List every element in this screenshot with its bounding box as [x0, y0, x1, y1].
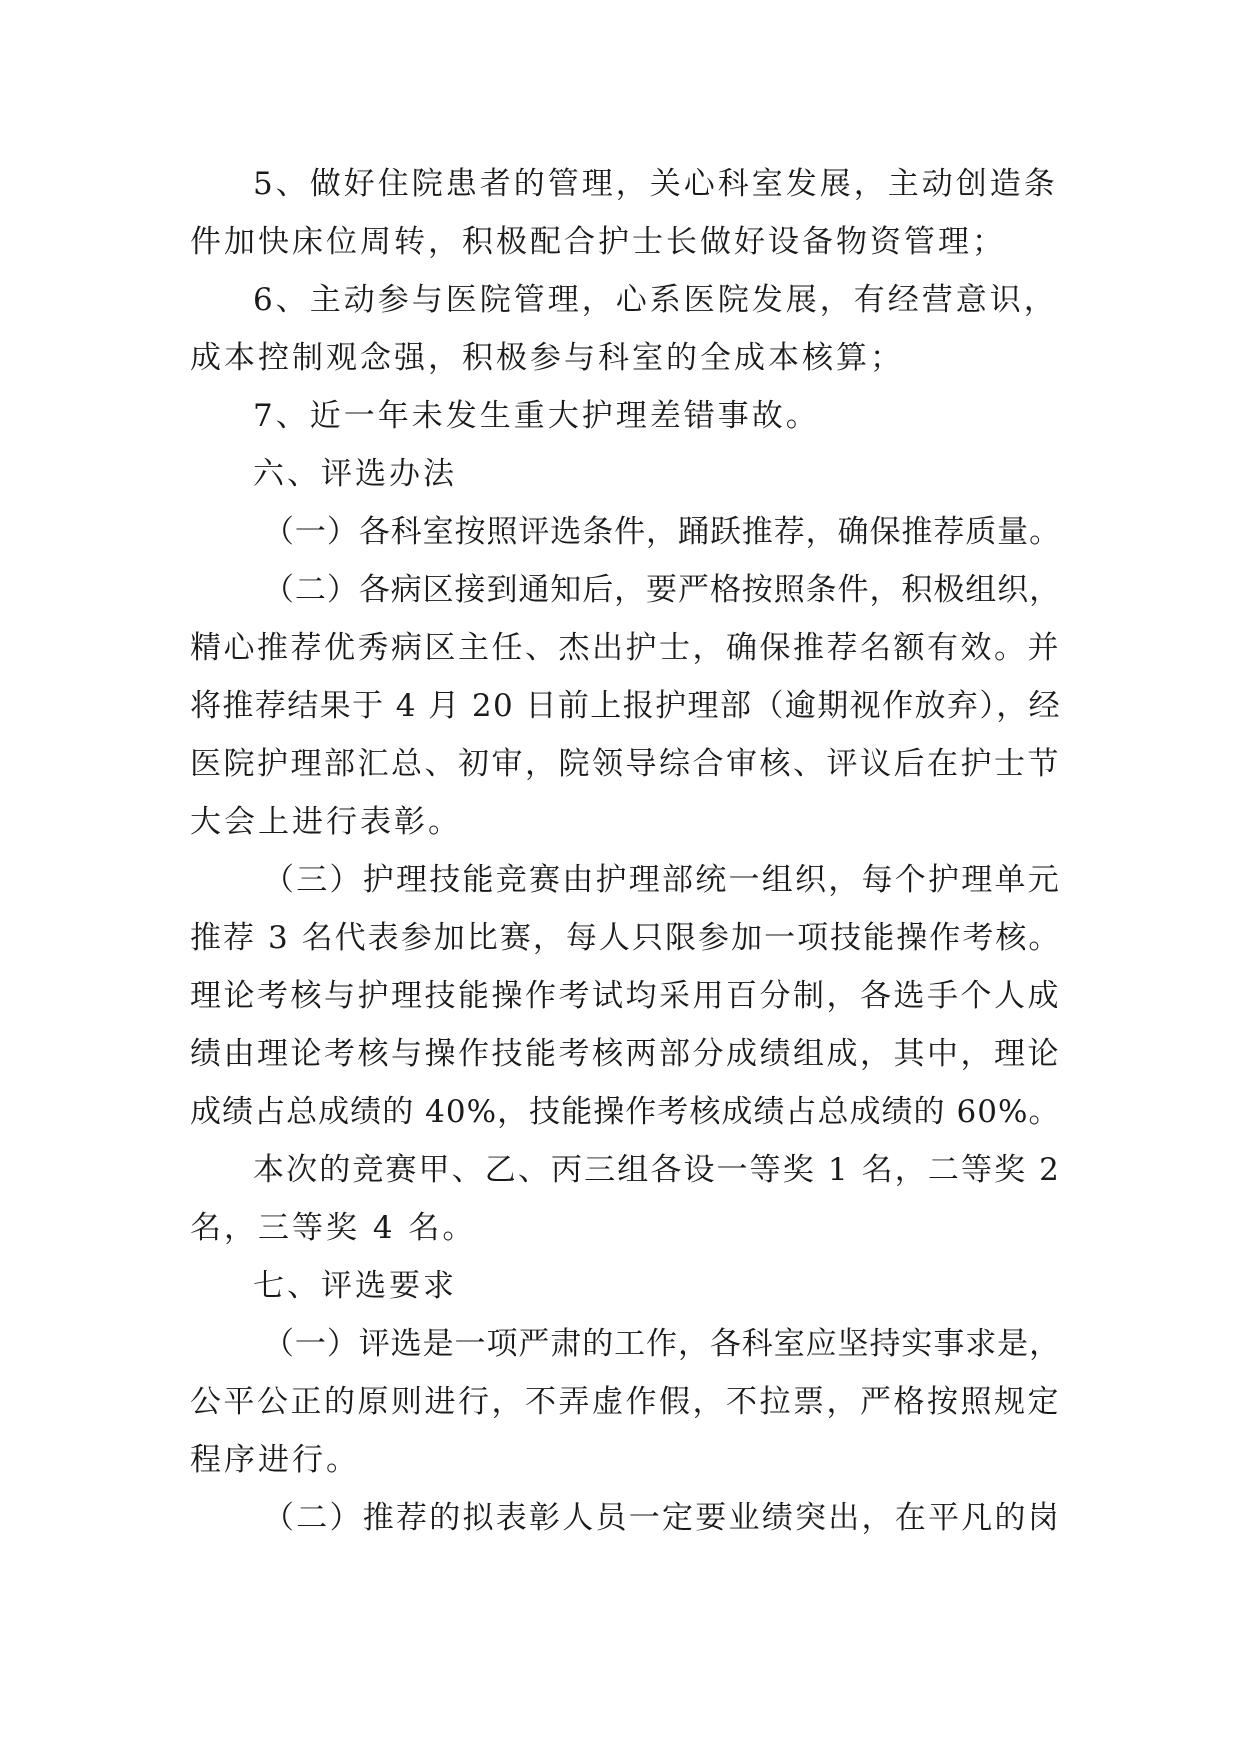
- paragraph-6-2-line-5: 大会上进行表彰。: [190, 804, 462, 840]
- section-heading-6: 六、评选办法: [253, 456, 457, 492]
- paragraph-item-6-line-2: 成本控制观念强，积极参与科室的全成本核算；: [190, 340, 904, 376]
- paragraph-6-3-line-2: 推荐 3 名代表参加比赛，每人只限参加一项技能操作考核。: [190, 920, 1062, 956]
- section-heading-7: 七、评选要求: [253, 1268, 457, 1304]
- paragraph-7-2-line-1: （二）推荐的拟表彰人员一定要业绩突出，在平凡的岗: [263, 1500, 1061, 1536]
- paragraph-item-5-line-1: 5、做好住院患者的管理，关心科室发展，主动创造条: [253, 166, 1058, 202]
- paragraph-awards-line-2: 名，三等奖 4 名。: [190, 1210, 477, 1246]
- paragraph-awards-line-1: 本次的竞赛甲、乙、丙三组各设一等奖 1 名，二等奖 2: [253, 1152, 1062, 1188]
- paragraph-6-2-line-4: 医院护理部汇总、初审，院领导综合审核、评议后在护士节: [190, 746, 1061, 782]
- paragraph-6-2-line-3: 将推荐结果于 4 月 20 日前上报护理部（逾期视作放弃），经: [190, 688, 1062, 724]
- paragraph-6-3-line-1: （三）护理技能竞赛由护理部统一组织，每个护理单元: [263, 862, 1061, 898]
- paragraph-6-2-line-2: 精心推荐优秀病区主任、杰出护士，确保推荐名额有效。并: [190, 630, 1061, 666]
- paragraph-7-1-line-3: 程序进行。: [190, 1442, 360, 1478]
- paragraph-6-2-line-1: （二）各病区接到通知后，要严格按照条件，积极组织，: [263, 572, 1061, 608]
- paragraph-7-1-line-2: 公平公正的原则进行，不弄虚作假，不拉票，严格按照规定: [190, 1384, 1061, 1420]
- paragraph-item-5-line-2: 件加快床位周转，积极配合护士长做好设备物资管理；: [190, 224, 1006, 260]
- paragraph-item-6-line-1: 6、主动参与医院管理，心系医院发展，有经营意识，: [253, 282, 1058, 318]
- paragraph-7-1-line-1: （一）评选是一项严肃的工作，各科室应坚持实事求是，: [263, 1326, 1061, 1362]
- paragraph-6-3-line-4: 绩由理论考核与操作技能考核两部分成绩组成，其中，理论: [190, 1036, 1061, 1072]
- paragraph-6-3-line-3: 理论考核与护理技能操作考试均采用百分制，各选手个人成: [190, 978, 1061, 1014]
- paragraph-6-1: （一）各科室按照评选条件，踊跃推荐，确保推荐质量。: [263, 514, 1061, 550]
- paragraph-6-3-line-5: 成绩占总成绩的 40%，技能操作考核成绩占总成绩的 60%。: [190, 1094, 1061, 1130]
- paragraph-item-7: 7、近一年未发生重大护理差错事故。: [253, 398, 820, 434]
